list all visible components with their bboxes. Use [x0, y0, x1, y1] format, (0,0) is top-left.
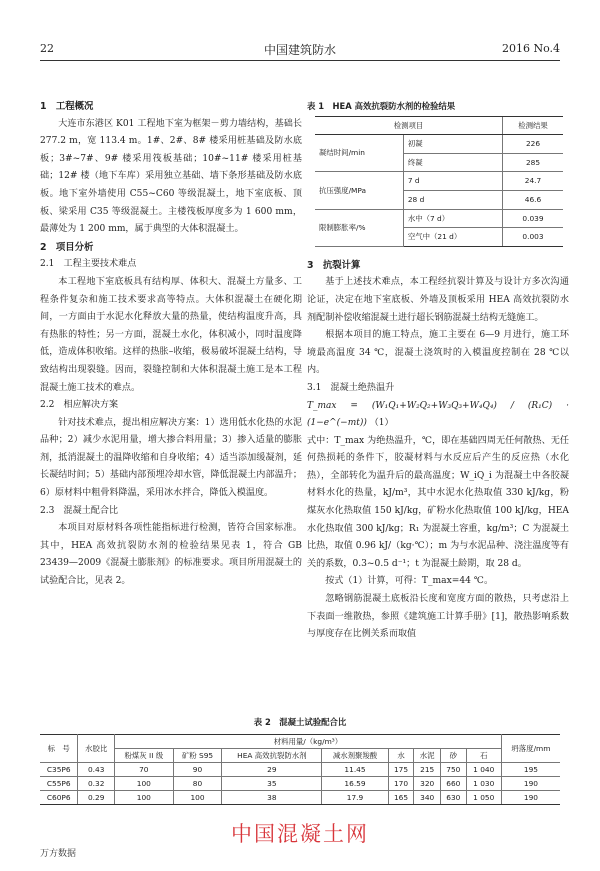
table-1-head-result: 检测结果: [502, 116, 563, 135]
table-cell: 水中（7 d）: [403, 209, 502, 228]
table-cell: 0.29: [78, 791, 115, 805]
table-cell: 11.45: [322, 763, 388, 777]
formula-1: [307, 398, 569, 433]
watermark-text: 中国混凝土网: [231, 822, 369, 846]
table-cell: 抗压强度/MPa: [315, 172, 403, 209]
table-cell: 285: [502, 153, 563, 172]
table-cell: 1 040: [466, 763, 501, 777]
table-cell: 1 050: [466, 791, 501, 805]
table-2-col: HEA 高效抗裂防水剂: [222, 749, 322, 763]
table-cell: C60P6: [40, 791, 78, 805]
table-row: [40, 763, 560, 777]
table-cell: C35P6: [40, 763, 78, 777]
table-cell: 100: [115, 791, 174, 805]
table-cell: 195: [501, 763, 560, 777]
table-cell: 190: [501, 791, 560, 805]
right-column: [307, 98, 569, 644]
table-cell: C55P6: [40, 777, 78, 791]
table-1: [315, 116, 563, 247]
section-3-1-paragraph-3: 忽略钢筋混凝土底板沿长度和宽度方面的散热，只考虑沿上下表面一维散热，参照《建筑施工计算手册》[1]，散热影响系数与厚度存在比例关系而取值: [307, 594, 569, 640]
table-cell: 46.6: [502, 190, 563, 209]
table-1-caption: 表 1 HEA 高效抗裂防水剂的检验结果: [307, 101, 456, 111]
table-cell: 0.039: [502, 209, 563, 228]
footer-source: 万方数据: [40, 849, 77, 859]
table-cell: 226: [502, 135, 563, 154]
table-cell: 100: [115, 777, 174, 791]
table-2-head-materials: 材料用量/（kg/m³）: [115, 735, 502, 749]
table-cell: 初凝: [403, 135, 502, 154]
table-cell: 终凝: [403, 153, 502, 172]
table-2: [40, 734, 560, 805]
section-2-3-title: 2.3 混凝土配合比: [40, 505, 119, 516]
table-2-head-wb: 水胶比: [78, 735, 115, 763]
section-3-paragraph-1: 基于上述技术难点，本工程经抗裂计算及与设计方多次沟通论证，决定在地下室底板、外墙及顶板采用 HEA 高效抗裂防水剂配制补偿收缩混凝土进行超长钢筋混凝土结构无缝施工。: [307, 277, 569, 323]
table-cell: 29: [222, 763, 322, 777]
table-cell: 340: [414, 791, 441, 805]
section-3-1-paragraph-1: 式中：T_max 为绝热温升，℃，即在基础四周无任何散热、无任何热损耗的条件下，胶凝材料与水反应后产生的反应热（水化热），全部转化为温升后的最高温度；W_iQ_i 为混凝土中各胶凝材料水化的热量，kJ/m³，其中水泥水化热取值 330 kJ/kg，粉煤灰水化热取值 150 kJ/kg，矿粉水化热取值 100 kJ/kg，HEA 水化热取值 300 kJ/kg；R₁ 为混凝土容重，kg/m³；C 为混凝土比热，取值 0.96 kJ/（kg·℃）；m 为与水泥品种、浇注温度等有关的系数，0.3~0.5 d⁻¹；t 为混凝土龄期，取 28 d。: [307, 435, 569, 569]
page-number: 22: [40, 42, 54, 55]
table-cell: 35: [222, 777, 322, 791]
table-2-col: 减水剂聚羧酸: [322, 749, 388, 763]
table-row: [315, 172, 563, 191]
section-1-paragraph: 大连市东港区 K01 工程地下室为框架－剪力墙结构，基础长 277.2 m，宽 113.4 m。1#、2#、8# 楼采用桩基础及防水底板；3#~7#、9# 楼采用筏板基础；10#~11# 楼采用桩基础；12# 楼（地下车库）采用独立基础、墙下条形基础及防水底板。地下室外墙使用 C55~C60 等级混凝土，地下室底板、顶板、梁采用 C35 等级混凝土。主楼筏板厚度多为 1 600 mm，最薄处为 1 200 mm，属于典型的大体积混凝土。: [40, 118, 302, 235]
table-row: [40, 777, 560, 791]
section-2-2-paragraph: 针对技术难点，提出相应解决方案：1）选用低水化热的水泥品种；2）减少水泥用量，增大掺合料用量；3）掺入适量的膨胀剂，抵消混凝土的温降收缩和自身收缩；4）适当添加缓凝剂，延长凝结时间；5）基础内部预埋冷却水管，降低混凝土内部温升；6）原材料中粗骨料降温，采用冰水拌合，降低入模温度。: [40, 417, 302, 499]
formula-number: （1）: [369, 418, 394, 429]
table-cell: 215: [414, 763, 441, 777]
table-cell: 630: [440, 791, 466, 805]
table-cell: 空气中（21 d）: [403, 228, 502, 247]
table-2-col: 砂: [440, 749, 466, 763]
table-2-col: 粉煤灰 II 级: [115, 749, 174, 763]
left-column: [40, 98, 302, 591]
table-2-col: 石: [466, 749, 501, 763]
section-3-1-title: 3.1 混凝土绝热温升: [307, 382, 395, 393]
table-cell: 320: [414, 777, 441, 791]
table-cell: 100: [173, 791, 222, 805]
table-cell: 7 d: [403, 172, 502, 191]
table-cell: 0.43: [78, 763, 115, 777]
section-2-3-paragraph: 本项目对原材料各项性能指标进行检测，皆符合国家标准。其中，HEA 高效抗裂防水剂的检验结果见表 1，符合 GB 23439—2009《混凝土膨胀剂》的标准要求。项目所用混凝土的试验配合比，见表 2。: [40, 523, 302, 587]
table-cell: 17.9: [322, 791, 388, 805]
table-cell: 165: [388, 791, 414, 805]
table-cell: 175: [388, 763, 414, 777]
table-cell: 170: [388, 777, 414, 791]
table-row: [315, 135, 563, 154]
table-cell: 24.7: [502, 172, 563, 191]
table-2-col: 矿粉 S95: [173, 749, 222, 763]
section-1-title: 1 工程概况: [40, 101, 94, 112]
table-cell: 660: [440, 777, 466, 791]
section-2-2-title: 2.2 相应解决方案: [40, 400, 119, 411]
table-2-col: 水泥: [414, 749, 441, 763]
issue-label: 2016 No.4: [501, 42, 560, 55]
table-2-head-label: 标 号: [40, 735, 78, 763]
formula-expression: T_max = (W₁Q₁+W₂Q₂+W₃Q₃+W₄Q₄) / (R₁C) · (1−e^(−mt)): [307, 400, 569, 429]
table-cell: 16.59: [322, 777, 388, 791]
table-cell: 0.003: [502, 228, 563, 247]
table-cell: 80: [173, 777, 222, 791]
table-cell: 750: [440, 763, 466, 777]
table-cell: 限制膨胀率/%: [315, 209, 403, 246]
table-cell: 70: [115, 763, 174, 777]
table-cell: 38: [222, 791, 322, 805]
journal-title: 中国建筑防水: [263, 43, 336, 57]
page-header: [40, 38, 560, 61]
table-1-head-item: 检测项目: [315, 116, 502, 135]
table-cell: 1 030: [466, 777, 501, 791]
table-2-col: 水: [388, 749, 414, 763]
table-cell: 0.32: [78, 777, 115, 791]
section-2-title: 2 项目分析: [40, 241, 94, 253]
section-3-title: 3 抗裂计算: [307, 259, 361, 271]
section-3-paragraph-2: 根据本项目的施工特点，施工主要在 6—9 月进行，施工环境最高温度 34 ℃，混凝土浇筑时的入模温度控制在 28 ℃以内。: [307, 330, 569, 376]
table-cell: 凝结时间/min: [315, 135, 403, 172]
table-cell: 90: [173, 763, 222, 777]
table-2-head-slump: 坍落度/mm: [501, 735, 560, 763]
section-2-1-paragraph: 本工程地下室底板具有结构厚、体积大、混凝土方量多、工程条件复杂和施工技术要求高等特点。大体积混凝土在硬化期间，一方面由于水泥水化释放大量的热量，使结构温度升高，具有热胀的特性；另一方面，混凝土水化，体积减小，同时温度降低，造成体积收缩。这样的热胀–收缩，极易破坏混凝土结构，导致结构出现裂缝。因而，裂缝控制和大体积混凝土施工是本工程混凝土施工技术的难点。: [40, 276, 302, 393]
table-cell: 190: [501, 777, 560, 791]
table-cell: 28 d: [403, 190, 502, 209]
section-2-1-title: 2.1 工程主要技术难点: [40, 259, 137, 270]
table-row: [315, 209, 563, 228]
table-2-caption: 表 2 混凝土试验配合比: [253, 717, 347, 727]
table-row: [40, 791, 560, 805]
section-3-1-paragraph-2: 按式（1）计算，可得：T_max=44 ℃。: [325, 576, 494, 587]
